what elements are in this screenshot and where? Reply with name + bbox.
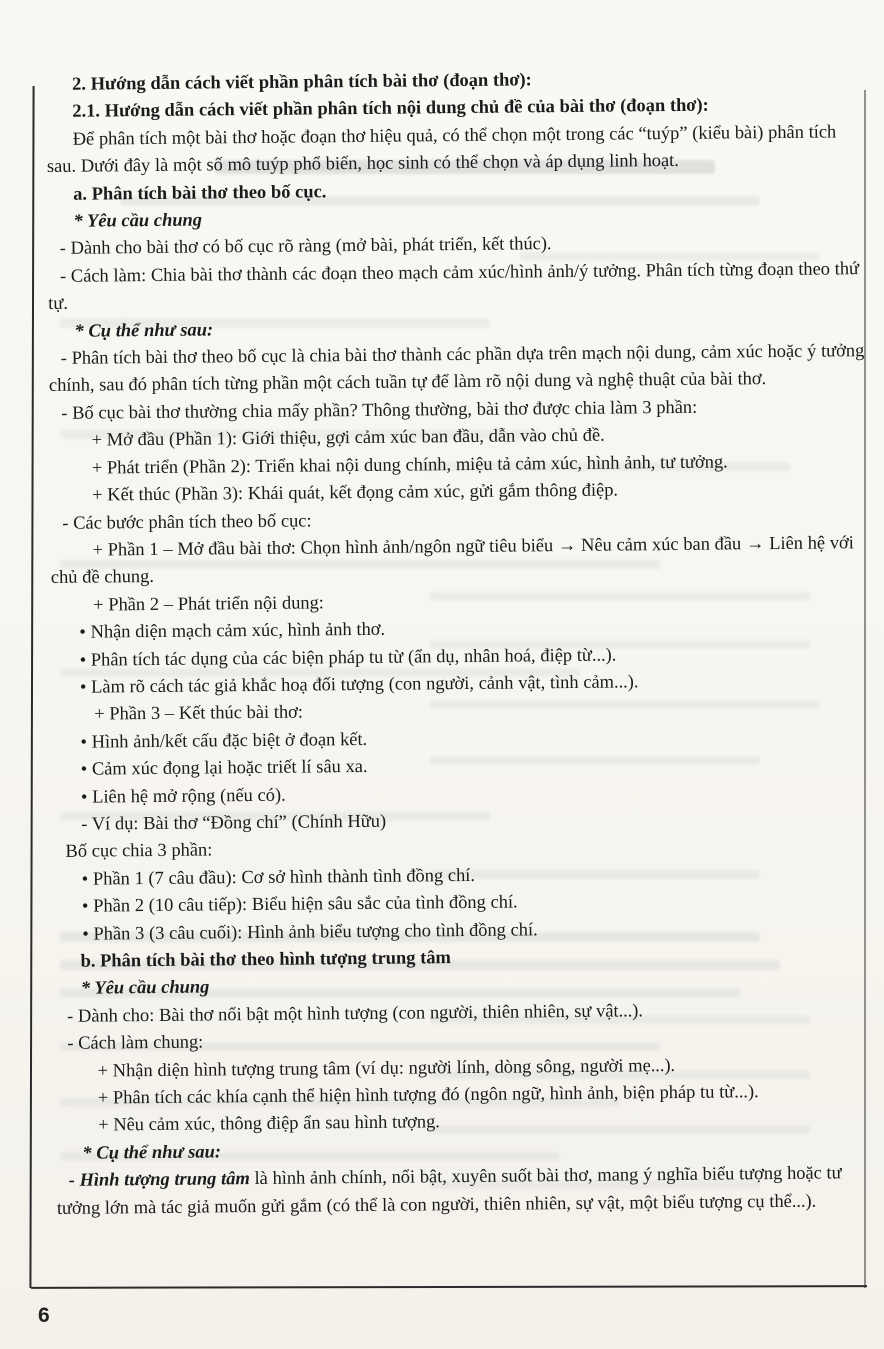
paragraph-line: + Phần 2 – Phát triển nội dung: <box>93 593 324 616</box>
page-number: 6 <box>38 1304 50 1327</box>
paragraph-line: + Phần 1 – Mở đầu bài thơ: Chọn hình ảnh/ngôn ngữ tiêu biểu → Nêu cảm xúc ban đầu → Liên hệ với chủ đề chung. <box>50 533 854 589</box>
paragraph-line: • Cảm xúc đọng lại hoặc triết lí sâu xa. <box>80 757 368 780</box>
paragraph-line: + Kết thúc (Phần 3): Khái quát, kết đọng cảm xúc, gửi gắm thông điệp. <box>91 480 619 506</box>
paragraph-line: • Hình ảnh/kết cấu đặc biệt ở đoạn kết. <box>80 729 368 753</box>
paragraph-line: - Dành cho: Bài thơ nổi bật một hình tượng (con người, thiên nhiên, sự vật...). <box>66 1001 644 1027</box>
paragraph-line: + Phần 3 – Kết thúc bài thơ: <box>94 702 304 725</box>
paragraph-lead: - Hình tượng trung tâm <box>68 1169 250 1192</box>
paragraph-line: 2. Hướng dẫn cách viết phần phân tích bài thơ (đoạn thơ): <box>72 70 532 95</box>
paragraph-line: - Dành cho bài thơ có bố cục rõ ràng (mở bài, phát triển, kết thúc). <box>59 234 552 260</box>
paragraphs <box>46 64 875 1223</box>
paragraph-line: • Phần 2 (10 câu tiếp): Biểu hiện sâu sắc của tình đồng chí. <box>81 892 518 917</box>
paragraph-line: - Phân tích bài thơ theo bố cục là chia bài thơ thành các phần dựa trên mạch nội dung, cảm xúc hoặc ý tưởng chính, sau đó phân tích từng phần một cách tuần tự để làm rõ nội dung và nghệ thuật của bài thơ. <box>48 341 865 397</box>
paragraph-line: * Cụ thể như sau: <box>82 1142 222 1164</box>
paragraph-line: - Bố cục bài thơ thường chia mấy phần? Thông thường, bài thơ được chia làm 3 phần: <box>61 397 698 424</box>
paragraph-line: • Liên hệ mở rộng (nếu có). <box>80 785 286 808</box>
paragraph-line: + Phân tích các khía cạnh thể hiện hình tượng đó (ngôn ngữ, hình ảnh, biện pháp tu từ...). <box>97 1082 759 1109</box>
paragraph-line: • Phân tích tác dụng của các biện pháp tu từ (ẩn dụ, nhân hoá, điệp từ...). <box>79 645 617 671</box>
paragraph-line: + Mở đầu (Phần 1): Giới thiệu, gợi cảm xúc ban đầu, dẫn vào chủ đề. <box>91 425 605 451</box>
paragraph-line: - Hình tượng trung tâm là hình ảnh chính, nổi bật, xuyên suốt bài thơ, mang ý nghĩa biểu tượng hoặc tư tưởng lớn mà tác giả muốn gửi gắm (có thể là con người, thiên nhiên, sự vật, một biểu tượng cụ thể...). <box>56 1163 842 1219</box>
paragraph-line: Bố cục chia 3 phần: <box>65 840 213 863</box>
paragraph-line: 2.1. Hướng dẫn cách viết phần phân tích nội dung chủ đề của bài thơ (đoạn thơ): <box>72 96 709 123</box>
paragraph-line: - Cách làm chung: <box>67 1032 204 1055</box>
page-border-left <box>29 86 34 1288</box>
paragraph-line: b. Phân tích bài thơ theo hình tượng trung tâm <box>80 948 451 972</box>
paragraph-line: + Phát triển (Phần 2): Triển khai nội dung chính, miệu tả cảm xúc, hình ảnh, tư tưởng. <box>91 452 728 479</box>
page-border-bottom <box>31 1285 867 1289</box>
paragraph-line: + Nêu cảm xúc, thông điệp ẩn sau hình tượng. <box>98 1112 440 1136</box>
paragraph-line: - Ví dụ: Bài thơ “Đồng chí” (Chính Hữu) <box>81 811 387 835</box>
paragraph-line: a. Phân tích bài thơ theo bố cục. <box>73 181 327 205</box>
paragraph-line: + Nhận diện hình tượng trung tâm (ví dụ: người lính, dòng sông, người mẹ...). <box>97 1055 676 1082</box>
paragraph-line: - Các bước phân tích theo bố cục: <box>62 510 312 534</box>
paragraph-line: • Phần 1 (7 câu đầu): Cơ sở hình thành tình đồng chí. <box>81 865 476 890</box>
paragraph-line: • Phần 3 (3 câu cuối): Hình ảnh biểu tượng cho tình đồng chí. <box>82 919 538 945</box>
paragraph-line: Để phân tích một bài thơ hoặc đoạn thơ hiệu quả, có thể chọn một trong các “tuýp” (kiểu bài) phân tích sau. Dưới đây là một số mô tuýp phổ biến, học sinh có thể chọn và áp dụng linh hoạt. <box>46 122 837 178</box>
paragraph-line: * Yêu cầu chung <box>73 210 203 232</box>
paragraph-line: - Cách làm: Chia bài thơ thành các đoạn theo mạch cảm xúc/hình ảnh/ý tưởng. Phân tích từng đoạn theo thứ tự. <box>48 259 860 315</box>
paragraph-line: • Làm rõ cách tác giả khắc hoạ đối tượng (con người, cảnh vật, tình cảm...). <box>79 672 639 698</box>
paragraph-line: • Nhận diện mạch cảm xúc, hình ảnh thơ. <box>79 619 386 643</box>
paragraph-line: * Cụ thể như sau: <box>74 320 214 342</box>
paragraph-line: * Yêu cầu chung <box>80 977 210 1000</box>
